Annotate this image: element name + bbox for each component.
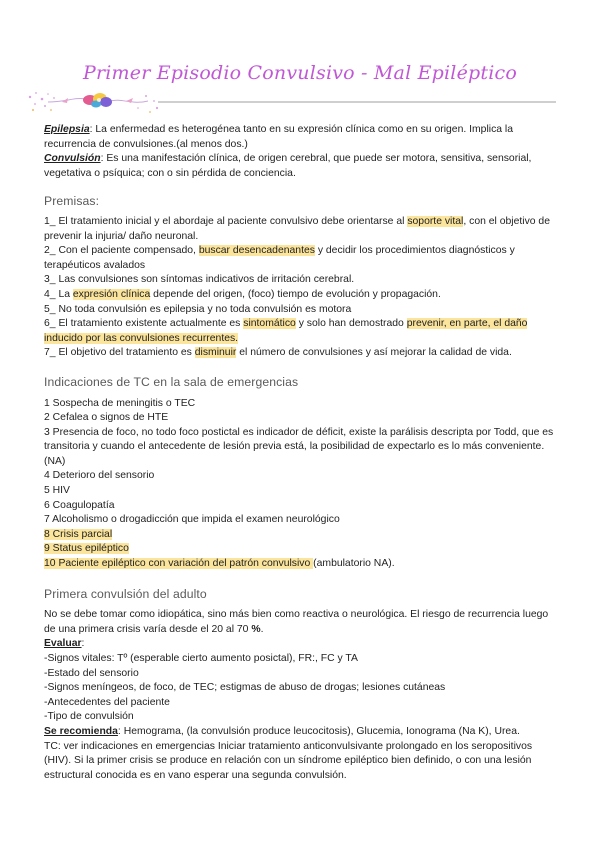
premisa-item <box>44 288 560 303</box>
highlighted-text: prevenir, en parte, el daño inducido por las convulsiones recurrentes. <box>44 318 528 344</box>
tc-item: 1 Sospecha de meningitis o TEC <box>44 397 196 409</box>
evaluar-item: -Estado del sensorio <box>44 667 139 679</box>
evaluar-item: -Signos meníngeos, de foco, de TEC; estigmas de abuso de drogas; lesiones cutáneas <box>44 682 446 694</box>
premisa-item <box>44 346 560 361</box>
tc-item: 3 Presencia de foco, no todo foco postictal es indicador de déficit, existe la parálisis descripta por Todd, que es transitoria y cuando el antecedente de lesión previa está, la posibilidad de expectarlo es lo más conveniente. (NA) <box>44 426 554 467</box>
tc-item: 5 HIV <box>44 485 70 497</box>
premisa-text: 1_ El tratamiento inicial y el abordaje al paciente convulsivo debe orientarse al <box>44 215 408 227</box>
premisa-text: y solo han demostrado <box>295 318 407 330</box>
tc-item: 7 Alcoholismo o drogadicción que impida el examen neurológico <box>44 514 340 526</box>
percent-sign: % <box>251 623 261 635</box>
colon: : <box>81 638 85 650</box>
evaluar-item: -Antecedentes del paciente <box>44 696 170 708</box>
definition-convulsion <box>44 152 560 181</box>
term-label: Convulsión <box>44 153 101 165</box>
premisa-text: 7_ El objetivo del tratamiento es <box>44 347 195 359</box>
term-label: Epilepsia <box>44 124 90 135</box>
intro-text: . <box>260 623 264 635</box>
intro-text: No se debe tomar como idiopática, sino más bien como reactiva o neurológica. El riesgo de recurrencia luego de una primera crisis varía desde el 20 al 70 <box>44 609 549 635</box>
premisa-item: 3_ Las convulsiones son síntomas indicativos de irritación cerebral. <box>44 274 355 286</box>
recomienda-label: Se recomienda <box>44 725 118 737</box>
premisa-text: depende del origen, (foco) tiempo de evolución y propagación. <box>150 288 441 300</box>
document-body <box>44 123 560 783</box>
definition-text: : Es una manifestación clínica, de origen cerebral, que puede ser motora, sensitiva, sensorial, vegetativa o psíquica; con o sin pérdida de conciencia. <box>44 153 532 179</box>
highlighted-text: 10 Paciente epiléptico con variación del patrón convulsivo <box>44 558 314 570</box>
recomienda-text: : Hemograma, (la convulsión produce leucocitosis), Glucemia, Ionograma (Na K), Urea. <box>117 725 520 737</box>
highlighted-text: soporte vital <box>407 215 464 227</box>
highlighted-text: buscar desencadenantes <box>198 245 315 257</box>
tc-item <box>44 528 560 543</box>
premisa-item <box>44 317 560 346</box>
premisa-item <box>44 215 560 244</box>
page-title: Primer Episodio Convulsivo - Mal Epiléptico <box>83 62 517 84</box>
highlighted-text: sintomático <box>243 318 296 330</box>
highlighted-text: disminuir <box>194 347 237 359</box>
premisa-item: 5_ No toda convulsión es epilepsia y no toda convulsión es motora <box>44 303 352 315</box>
evaluar-item: -Tipo de convulsión <box>44 711 134 723</box>
evaluar-label-line <box>44 637 560 652</box>
premisa-text: 4_ La <box>44 288 73 300</box>
definition-epilepsia <box>44 123 560 152</box>
highlighted-text: 9 Status epiléptico <box>44 543 129 555</box>
tc-heading: Indicaciones de TC en la sala de emergencias <box>44 374 299 389</box>
premisa-text: 2_ Con el paciente compensado, <box>44 245 199 257</box>
tc-note: TC: ver indicaciones en emergencias Iniciar tratamiento anticonvulsivante prolongado en los seropositivos (HIV). Si la primer crisis se produce en relación con un síndrome epiléptico bien definido, o con una lesión estructural conocida es en vano esperar una segunda convulsión. <box>44 740 533 781</box>
adulto-heading: Primera convulsión del adulto <box>44 586 207 601</box>
title-divider <box>158 101 556 103</box>
tc-item: 4 Deterioro del sensorio <box>44 470 155 482</box>
tc-item: 2 Cefalea o signos de HTE <box>44 412 169 424</box>
tc-item-text: (ambulatorio NA). <box>313 558 395 570</box>
adulto-intro <box>44 608 560 637</box>
decorative-flourish-icon <box>26 88 162 118</box>
tc-item <box>44 542 560 557</box>
tc-item <box>44 557 560 572</box>
recomienda-line <box>44 725 560 740</box>
tc-item: 6 Coagulopatía <box>44 499 115 511</box>
highlighted-text: expresión clínica <box>72 288 151 300</box>
premisa-text: , con el objetivo de prevenir la injuria/ daño neuronal. <box>44 215 550 242</box>
evaluar-item: -Signos vitales: Tº (esperable cierto aumento posictal), FR:, FC y TA <box>44 653 358 664</box>
definition-text: : La enfermedad es heterogénea tanto en su expresión clínica como en su origen. Implica la recurrencia de convulsiones.(al menos dos.) <box>44 124 514 150</box>
premisa-text: 6_ El tratamiento existente actualmente es <box>44 318 244 330</box>
premisa-item <box>44 244 560 273</box>
premisas-heading: Premisas: <box>44 194 100 209</box>
evaluar-label: Evaluar <box>44 638 82 650</box>
premisa-text: el número de convulsiones y así mejorar la calidad de vida. <box>236 347 512 359</box>
premisa-text: y decidir los procedimientos diagnósticos y terapéuticos avalados <box>44 245 515 271</box>
highlighted-text: 8 Crisis parcial <box>44 528 113 540</box>
